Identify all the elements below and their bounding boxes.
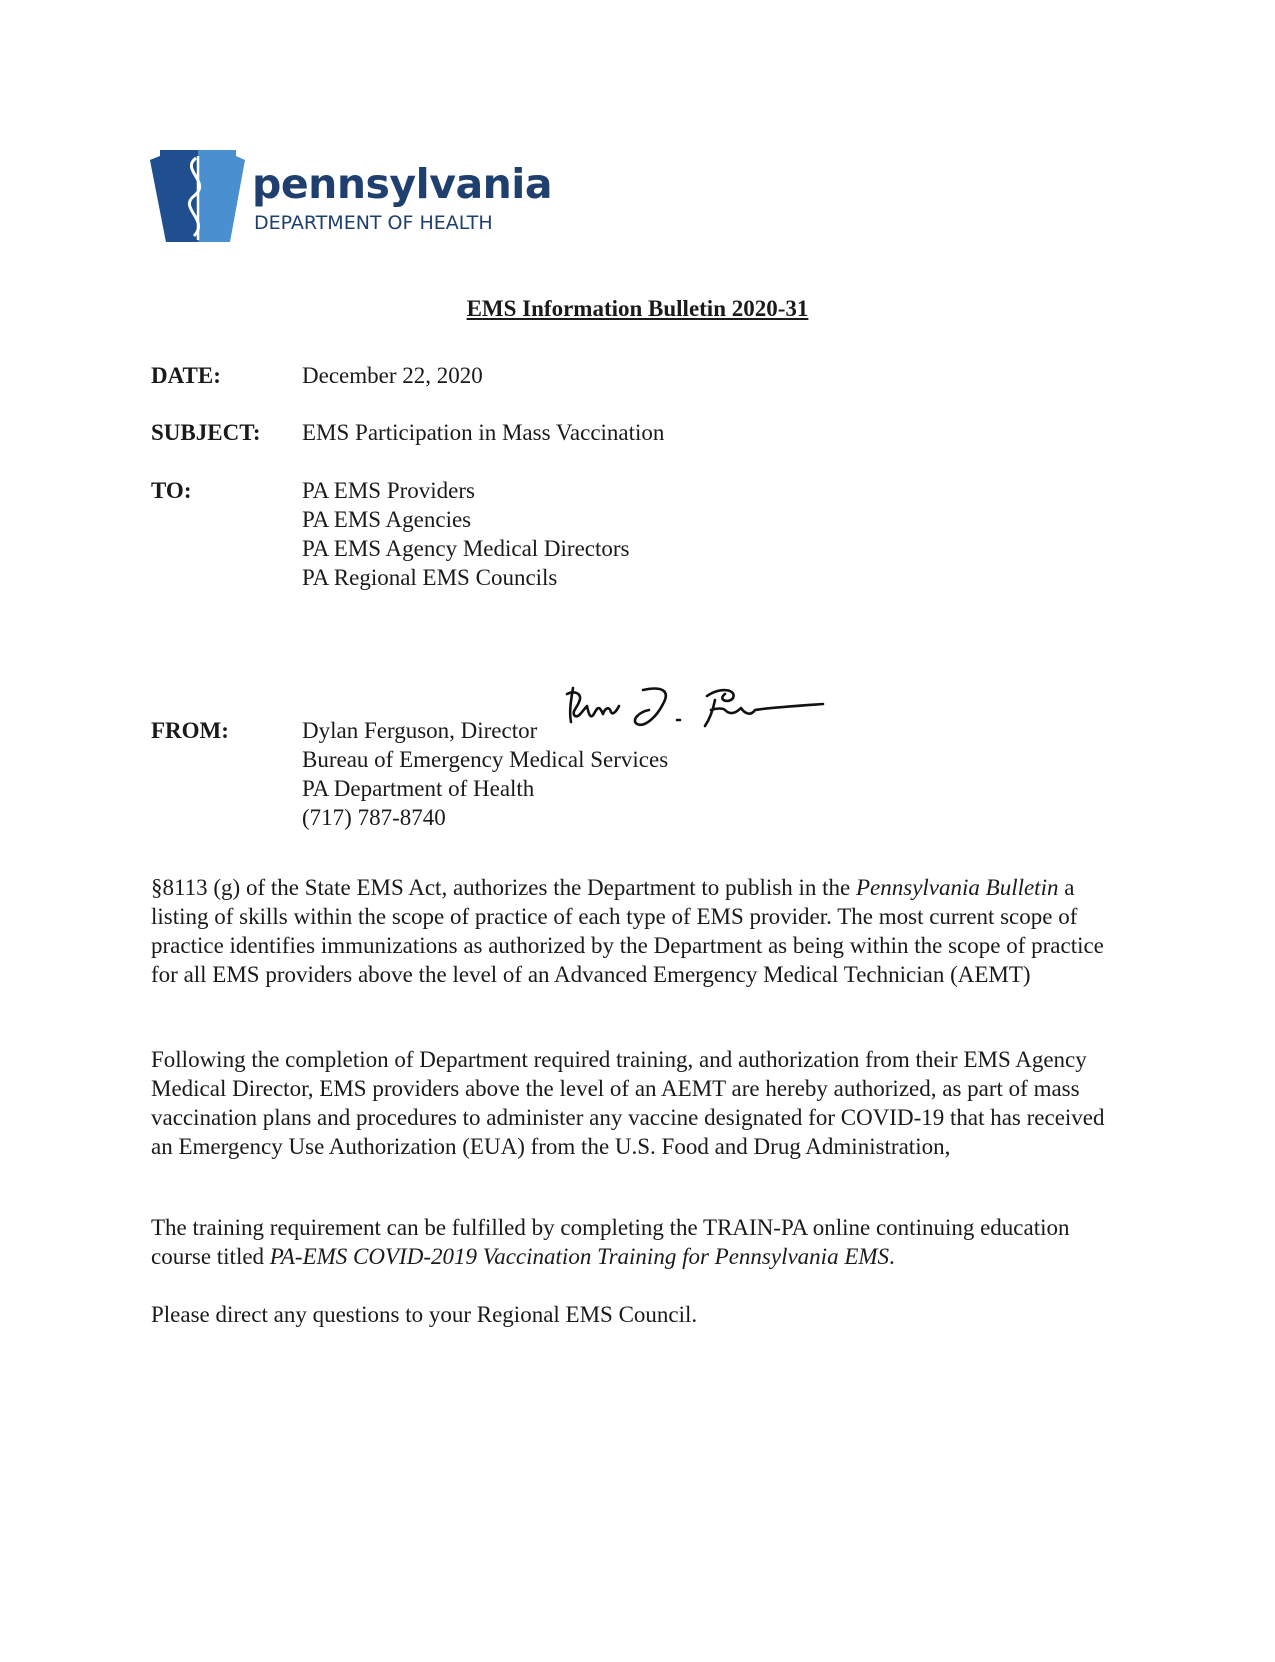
director-signature <box>565 680 830 740</box>
subject-label: SUBJECT: <box>151 420 261 445</box>
recipient-line: PA EMS Agency Medical Directors <box>302 536 630 561</box>
recipient-line: PA EMS Providers <box>302 478 475 503</box>
department-logo <box>150 150 553 246</box>
sender-line: Bureau of Emergency Medical Services <box>302 747 669 772</box>
paragraph-training <box>151 1213 1131 1271</box>
paragraph-text: . <box>889 1244 895 1269</box>
date-label: DATE: <box>151 363 221 388</box>
paragraph-authority <box>151 873 1131 989</box>
date-value <box>302 361 483 390</box>
paragraph-text: Please direct any questions to your Regional EMS Council. <box>151 1302 698 1327</box>
subject-text: EMS Participation in Mass Vaccination <box>302 420 665 445</box>
logo-department-name: DEPARTMENT OF HEALTH <box>254 212 493 234</box>
to-recipients <box>302 476 630 592</box>
date-text: December 22, 2020 <box>302 363 483 388</box>
paragraph-text: a listing of skills within the scope of practice of each type of EMS provider. The most current scope of practice identifies immunizations as authorized by the Department as being within the scope of practice for all EMS providers above the level of an Advanced Emergency Medical Technician (AEMT) <box>151 875 1104 987</box>
paragraph-text: The training requirement can be fulfilled by completing the TRAIN-PA online continuing education course titled <box>151 1215 1070 1269</box>
paragraph-questions <box>151 1300 1131 1329</box>
keystone-icon <box>150 150 250 246</box>
course-title: PA-EMS COVID-2019 Vaccination Training for Pennsylvania EMS <box>269 1244 890 1269</box>
recipient-line: PA Regional EMS Councils <box>302 565 558 590</box>
publication-name: Pennsylvania Bulletin <box>855 875 1059 900</box>
subject-value <box>302 418 664 447</box>
sender-line: (717) 787-8740 <box>302 805 446 830</box>
paragraph-text: Following the completion of Department required training, and authorization from their EMS Agency Medical Director, EMS providers above the level of an AEMT are hereby authorized, as part of mass vaccination plans and procedures to administer any vaccine designated for COVID-19 that has received an Emergency Use Authorization (EUA) from the U.S. Food and Drug Administration, <box>151 1047 1105 1159</box>
bulletin-title <box>0 296 1275 322</box>
paragraph-text: §8113 (g) of the State EMS Act, authorizes the Department to publish in the <box>151 875 856 900</box>
sender-line: Dylan Ferguson, Director <box>302 718 538 743</box>
bulletin-title-text: EMS Information Bulletin 2020-31 <box>466 296 809 321</box>
paragraph-authorization <box>151 1045 1131 1161</box>
from-label: FROM: <box>151 718 229 743</box>
sender-line: PA Department of Health <box>302 776 535 801</box>
to-label: TO: <box>151 478 192 503</box>
logo-state-name: pennsylvania <box>252 160 553 208</box>
recipient-line: PA EMS Agencies <box>302 507 472 532</box>
